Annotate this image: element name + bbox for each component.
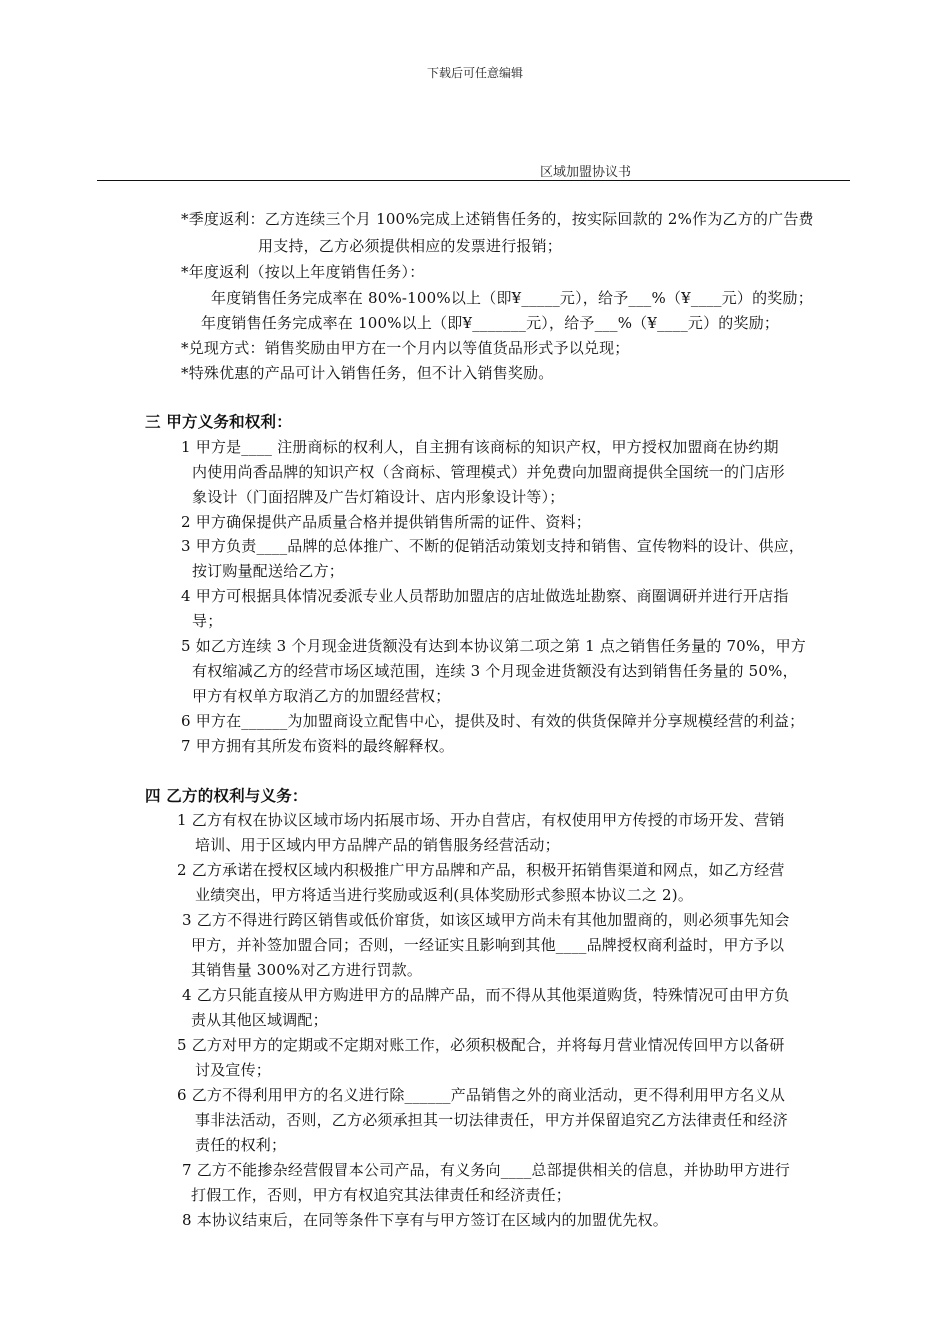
clause-line: 3 甲方负责____品牌的总体推广、不断的促销活动策划支持和销售、宣传物料的设计、供应， (181, 537, 805, 555)
rebate-line: 年度销售任务完成率在 100%以上（即¥_______元），给予___%（¥____元）的奖励； (201, 314, 780, 332)
clause-line: 打假工作，否则，甲方有权追究其法律责任和经济责任； (191, 1186, 572, 1204)
clause-line: 7 甲方拥有其所发布资料的最终解释权。 (181, 737, 455, 755)
rebate-line: *特殊优惠的产品可计入销售任务，但不计入销售奖励。 (181, 364, 554, 382)
clause-line: 3 乙方不得进行跨区销售或低价窜货，如该区域甲方尚未有其他加盟商的，则必须事先知会 (182, 911, 790, 929)
clause-line: 责任的权利； (195, 1136, 287, 1154)
clause-line: 业绩突出，甲方将适当进行奖励或返利(具体奖励形式参照本协议二之 2)。 (195, 886, 694, 904)
clause-line: 8 本协议结束后，在同等条件下享有与甲方签订在区域内的加盟优先权。 (182, 1211, 668, 1229)
clause-line: 6 乙方不得利用甲方的名义进行除______产品销售之外的商业活动，更不得利用甲方名义从 (177, 1086, 786, 1104)
clause-line: 甲方，并补签加盟合同；否则，一经证实且影响到其他____品牌授权商利益时，甲方予以 (191, 936, 785, 954)
clause-line: 象设计（门面招牌及广告灯箱设计、店内形象设计等）； (192, 488, 565, 506)
clause-line: 6 甲方在______为加盟商设立配售中心，提供及时、有效的供货保障并分享规模经营的利益； (181, 712, 805, 730)
rebate-line: 年度销售任务完成率在 80%-100%以上（即¥_____元），给予___%（¥____元）的奖励； (211, 289, 813, 307)
section-heading: 三 甲方义务和权利： (145, 412, 292, 431)
clause-line: 导； (192, 612, 223, 630)
clause-line: 责从其他区域调配； (191, 1011, 328, 1029)
rebate-line: *季度返利：乙方连续三个月 100%完成上述销售任务的，按实际回款的 2%作为乙方的广告费 (181, 210, 814, 228)
clause-line: 4 乙方只能直接从甲方购进甲方的品牌产品，而不得从其他渠道购货，特殊情况可由甲方负 (182, 986, 790, 1004)
clause-line: 有权缩减乙方的经营市场区域范围，连续 3 个月现金进货额没有达到销售任务量的 50%， (192, 662, 798, 680)
clause-line: 内使用尚香品牌的知识产权（含商标、管理模式）并免费向加盟商提供全国统一的门店形 (192, 463, 785, 481)
clause-line: 培训、用于区域内甲方品牌产品的销售服务经营活动； (195, 836, 560, 854)
clause-line: 甲方有权单方取消乙方的加盟经营权； (192, 687, 451, 705)
top-note: 下载后可任意编辑 (426, 66, 523, 80)
section-heading: 四 乙方的权利与义务： (145, 786, 308, 805)
rebate-line: *年度返利（按以上年度销售任务）： (181, 263, 425, 281)
clause-line: 4 甲方可根据具体情况委派专业人员帮助加盟店的店址做选址勘察、商圈调研并进行开店指 (181, 587, 789, 605)
header-title: 区域加盟协议书 (540, 165, 632, 180)
clause-line: 讨及宣传； (195, 1061, 272, 1079)
clause-line: 事非法活动，否则，乙方必须承担其一切法律责任，甲方并保留追究乙方法律责任和经济 (195, 1111, 788, 1129)
rebate-line: 用支持，乙方必须提供相应的发票进行报销； (258, 237, 563, 255)
header-rule (97, 180, 850, 181)
clause-line: 7 乙方不能掺杂经营假冒本公司产品，有义务向____总部提供相关的信息，并协助甲方进行 (182, 1161, 790, 1179)
clause-line: 5 乙方对甲方的定期或不定期对账工作，必须积极配合，并将每月营业情况传回甲方以备研 (177, 1036, 785, 1054)
clause-line: 其销售量 300%对乙方进行罚款。 (191, 961, 423, 979)
clause-line: 按订购量配送给乙方； (192, 562, 345, 580)
clause-line: 1 甲方是____ 注册商标的权利人，自主拥有该商标的知识产权，甲方授权加盟商在协约期 (181, 438, 779, 456)
clause-line: 2 甲方确保提供产品质量合格并提供销售所需的证件、资料； (181, 513, 591, 531)
clause-line: 1 乙方有权在协议区域市场内拓展市场、开办自营店，有权使用甲方传授的市场开发、营销 (177, 811, 785, 829)
rebate-line: *兑现方式：销售奖励由甲方在一个月内以等值货品形式予以兑现； (181, 339, 630, 357)
clause-line: 2 乙方承诺在授权区域内积极推广甲方品牌和产品，积极开拓销售渠道和网点，如乙方经营 (177, 861, 785, 879)
clause-line: 5 如乙方连续 3 个月现金进货额没有达到本协议第二项之第 1 点之销售任务量的 70%，甲方 (181, 637, 806, 655)
